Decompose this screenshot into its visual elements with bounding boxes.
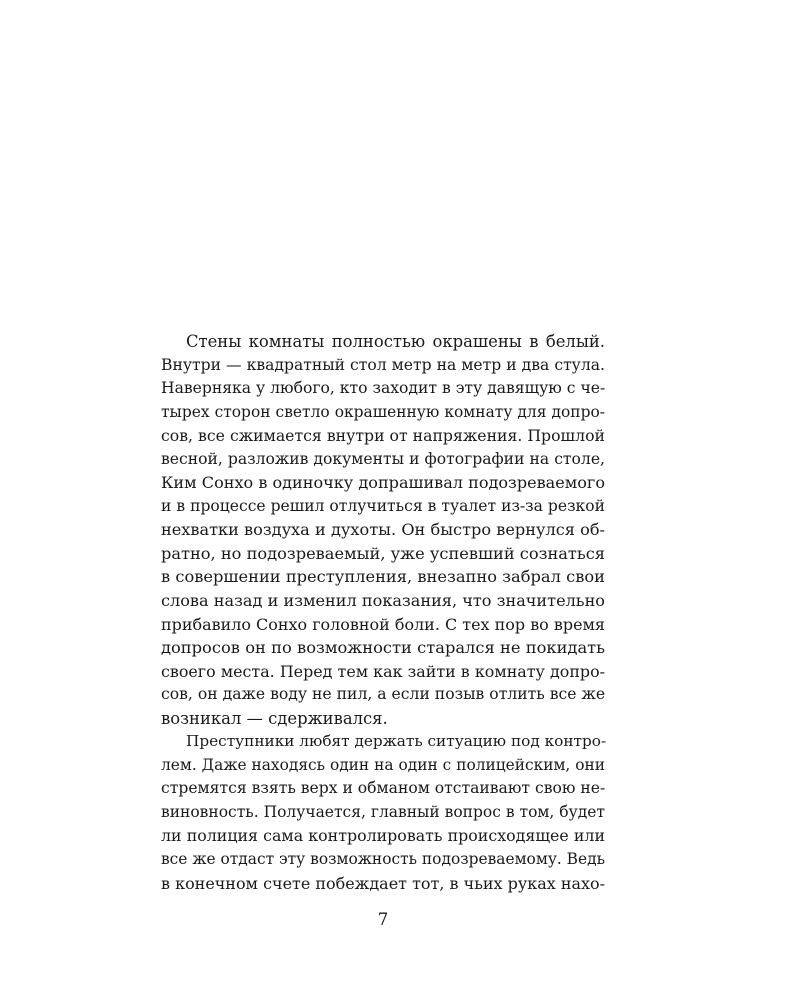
text-line: Наверняка у любого, кто заходит в эту давящую с че- <box>161 379 606 398</box>
text-line: лем. Даже находясь один на один с полицейским, они <box>161 755 605 774</box>
text-line: ли полиция сама контролировать происходящее или <box>161 826 605 846</box>
text-line: Внутри — квадратный стол метр на метр и два стула. <box>161 355 605 374</box>
text-line: и в процессе решил отлучиться в туалет из-за резкой <box>161 496 605 515</box>
text-line: в конечном счете побеждает тот, в чьих руках нахо- <box>161 873 605 893</box>
text-line: своего места. Перед тем как зайти в комнату допро- <box>161 661 605 681</box>
text-line: стремятся взять верх и обманом отстаивают свою не- <box>161 779 606 798</box>
page-number: 7 <box>377 910 389 929</box>
text-line: виновность. Получается, главный вопрос в том, будет <box>161 802 605 821</box>
text-line: в совершении преступления, внезапно забрал свои <box>161 567 605 587</box>
paragraph-1 <box>161 330 605 730</box>
body-text <box>161 330 605 895</box>
text-line: допросов он по возможности старался не покидать <box>161 638 605 658</box>
text-line: сов, он даже воду не пил, а если позыв отлить все же <box>161 685 606 704</box>
text-line: ратно, но подозреваемый, уже успевший сознаться <box>161 543 605 563</box>
text-line: Стены комнаты полностью окрашены в белый. <box>186 332 605 351</box>
text-line: прибавило Сонхо головной боли. С тех пор во время <box>161 614 605 634</box>
text-line: возникал — сдерживался. <box>161 708 388 728</box>
text-line: Ким Сонхо в одиночку допрашивал подозреваемого <box>161 473 605 493</box>
paragraph-2 <box>161 730 605 895</box>
text-line: сов, все сжимается внутри от напряжения. Прошлой <box>161 426 605 446</box>
text-line: все же отдаст эту возможность подозреваемому. Ведь <box>161 850 605 869</box>
text-line: весной, разложив документы и фотографии на столе, <box>161 449 605 468</box>
text-line: Преступники любят держать ситуацию под контро- <box>186 732 607 751</box>
text-line: тырех сторон светло окрашенную комнату для допро- <box>161 402 605 421</box>
text-line: нехватки воздуха и духоты. Он быстро вернулся об- <box>161 520 605 540</box>
text-line: слова назад и изменил показания, что значительно <box>161 591 605 611</box>
